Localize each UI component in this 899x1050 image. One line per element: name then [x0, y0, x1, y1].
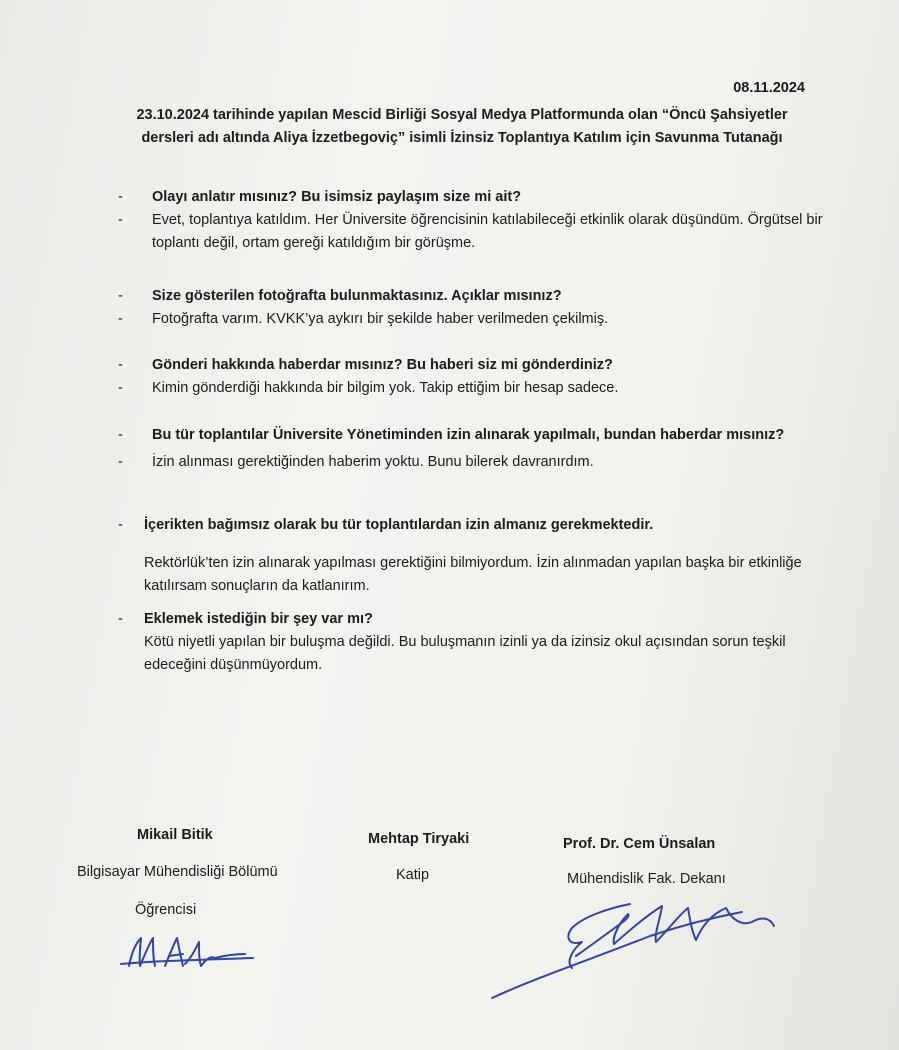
statement: İçerikten bağımsız olarak bu tür toplantılardan izin almanız gerekmektedir. — [144, 517, 654, 533]
final-block — [118, 608, 838, 677]
answer-3: Kimin gönderdiği hakkında bir bilgim yok. Takip ettiğim bir hesap sadece. — [152, 380, 619, 396]
question-2: Size gösterilen fotoğrafta bulunmaktasınız. Açıklar mısınız? — [152, 288, 562, 304]
dash-marker: - — [118, 380, 123, 396]
qa-block-2 — [118, 285, 838, 331]
statement-block — [118, 514, 838, 598]
student-department: Bilgisayar Mühendisliği Bölümü — [77, 864, 278, 880]
qa-block-3 — [118, 354, 838, 400]
question-3: Gönderi hakkında haberdar mısınız? Bu haberi siz mi gönderdiniz? — [152, 357, 613, 373]
answer-4: İzin alınması gerektiğinden haberim yoktu. Bunu bilerek davranırdım. — [152, 454, 594, 470]
question-1: Olayı anlatır mısınız? Bu isimsiz paylaşım size mi ait? — [152, 189, 522, 205]
answer-2: Fotoğrafta varım. KVKK’ya aykırı bir şekilde haber verilmeden çekilmiş. — [152, 311, 609, 327]
dash-marker: - — [118, 517, 123, 533]
student-role: Öğrencisi — [135, 902, 197, 918]
dash-marker: - — [118, 311, 123, 327]
document-date: 08.11.2024 — [733, 80, 805, 96]
final-answer: Kötü niyetli yapılan bir buluşma değildi. Bu buluşmanın izinli ya da izinsiz okul açısından sorun teşkil edeceğini düşünmüyordum. — [144, 634, 786, 673]
question-4: Bu tür toplantılar Üniversite Yönetiminden izin alınarak yapılmalı, bundan haberdar mısınız? — [152, 427, 785, 443]
dash-marker: - — [118, 454, 123, 470]
document-title: 23.10.2024 tarihinde yapılan Mescid Birliği Sosyal Medya Platformunda olan “Öncü Şahsiyetler dersleri adı altında Aliya İzzetbegoviç” isimli İzinsiz Toplantıya Katılım için Savunma Tutanağı — [136, 107, 788, 146]
dash-marker: - — [118, 212, 123, 228]
statement-reply: Rektörlük’ten izin alınarak yapılması gerektiğini bilmiyordum. İzin alınmadan yapılan başka bir etkinliğe katılırsam sonuçların da katlanırım. — [144, 555, 802, 594]
dash-marker: - — [118, 611, 123, 627]
student-name: Mikail Bitik — [137, 827, 213, 843]
answer-1: Evet, toplantıya katıldım. Her Üniversite öğrencisinin katılabileceği etkinlik olarak düşündüm. Örgütsel bir toplantı değil, ortam gereği katıldığım bir görüşme. — [152, 212, 823, 251]
clerk-name: Mehtap Tiryaki — [368, 831, 470, 847]
final-question: Eklemek istediğin bir şey var mı? — [144, 611, 373, 627]
clerk-role: Katip — [396, 867, 430, 883]
dean-role: Mühendislik Fak. Dekanı — [567, 871, 726, 887]
dash-marker: - — [118, 427, 123, 443]
dash-marker: - — [118, 357, 123, 373]
dash-marker: - — [118, 288, 123, 304]
qa-block-4 — [118, 424, 838, 474]
dean-signature — [480, 886, 780, 1006]
qa-block-1 — [118, 186, 838, 255]
dash-marker: - — [118, 189, 123, 205]
student-signature — [115, 928, 260, 978]
dean-name: Prof. Dr. Cem Ünsalan — [563, 836, 716, 852]
